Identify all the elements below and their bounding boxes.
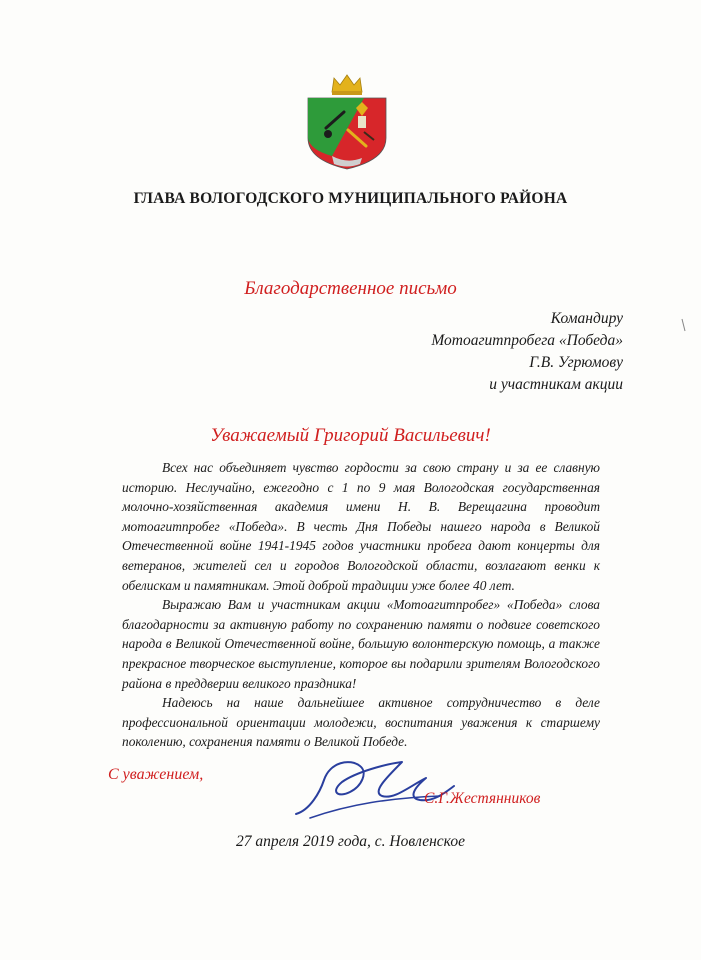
- body-paragraph: Всех нас объединяет чувство гордости за свою страну и за ее славную историю. Неслучайно, ежегодно с 1 по 9 мая Вологодская государственная молочно-хозяйственная академия имени Н. В. Верещагина проводит мотоагитпробег «Победа». В честь Дня Победы нашего народа в Великой Отечественной войне 1941-1945 годов участники пробега дают концерты для ветеранов, жителей сел и городов Вологодской области, возлагают венки к обелискам и памятникам. Этой доброй традиции уже более 40 лет.: [122, 460, 600, 593]
- date-and-place: 27 апреля 2019 года, с. Новленское: [236, 833, 465, 850]
- coat-of-arms-icon: [304, 72, 390, 172]
- addressee-line: и участникам акции: [489, 376, 623, 393]
- addressee-line: Г.В. Угрюмову: [529, 354, 623, 371]
- page-heading: ГЛАВА ВОЛОГОДСКОГО МУНИЦИПАЛЬНОГО РАЙОНА: [133, 190, 568, 207]
- greeting: Уважаемый Григорий Васильевич!: [210, 425, 491, 446]
- document-title: Благодарственное письмо: [244, 278, 457, 299]
- closing-phrase: С уважением,: [108, 766, 204, 783]
- body-paragraph: Выражаю Вам и участникам акции «Мотоагитпробег» «Победа» слова благодарности за активную работу по сохранению памяти о подвиге советского народа в Великой Отечественной войне, большую волонтерскую помощь, а также прекрасное творческое выступление, которое вы подарили зрителям Вологодского района в преддверии великого праздника!: [122, 597, 600, 691]
- signature-image: [290, 752, 460, 824]
- letter-body: [122, 458, 600, 752]
- signer-name: С.Г.Жестянников: [424, 790, 541, 807]
- addressee-line: Мотоагитпробега «Победа»: [431, 332, 623, 349]
- body-paragraph: Надеюсь на наше дальнейшее активное сотрудничество в деле профессиональной ориентации молодежи, воспитания уважения к старшему поколению, сохранения памяти о Великой Победе.: [122, 695, 600, 750]
- page-edge-mark: [681, 318, 687, 332]
- addressee-block: [303, 308, 623, 396]
- addressee-line: Командиру: [550, 310, 623, 327]
